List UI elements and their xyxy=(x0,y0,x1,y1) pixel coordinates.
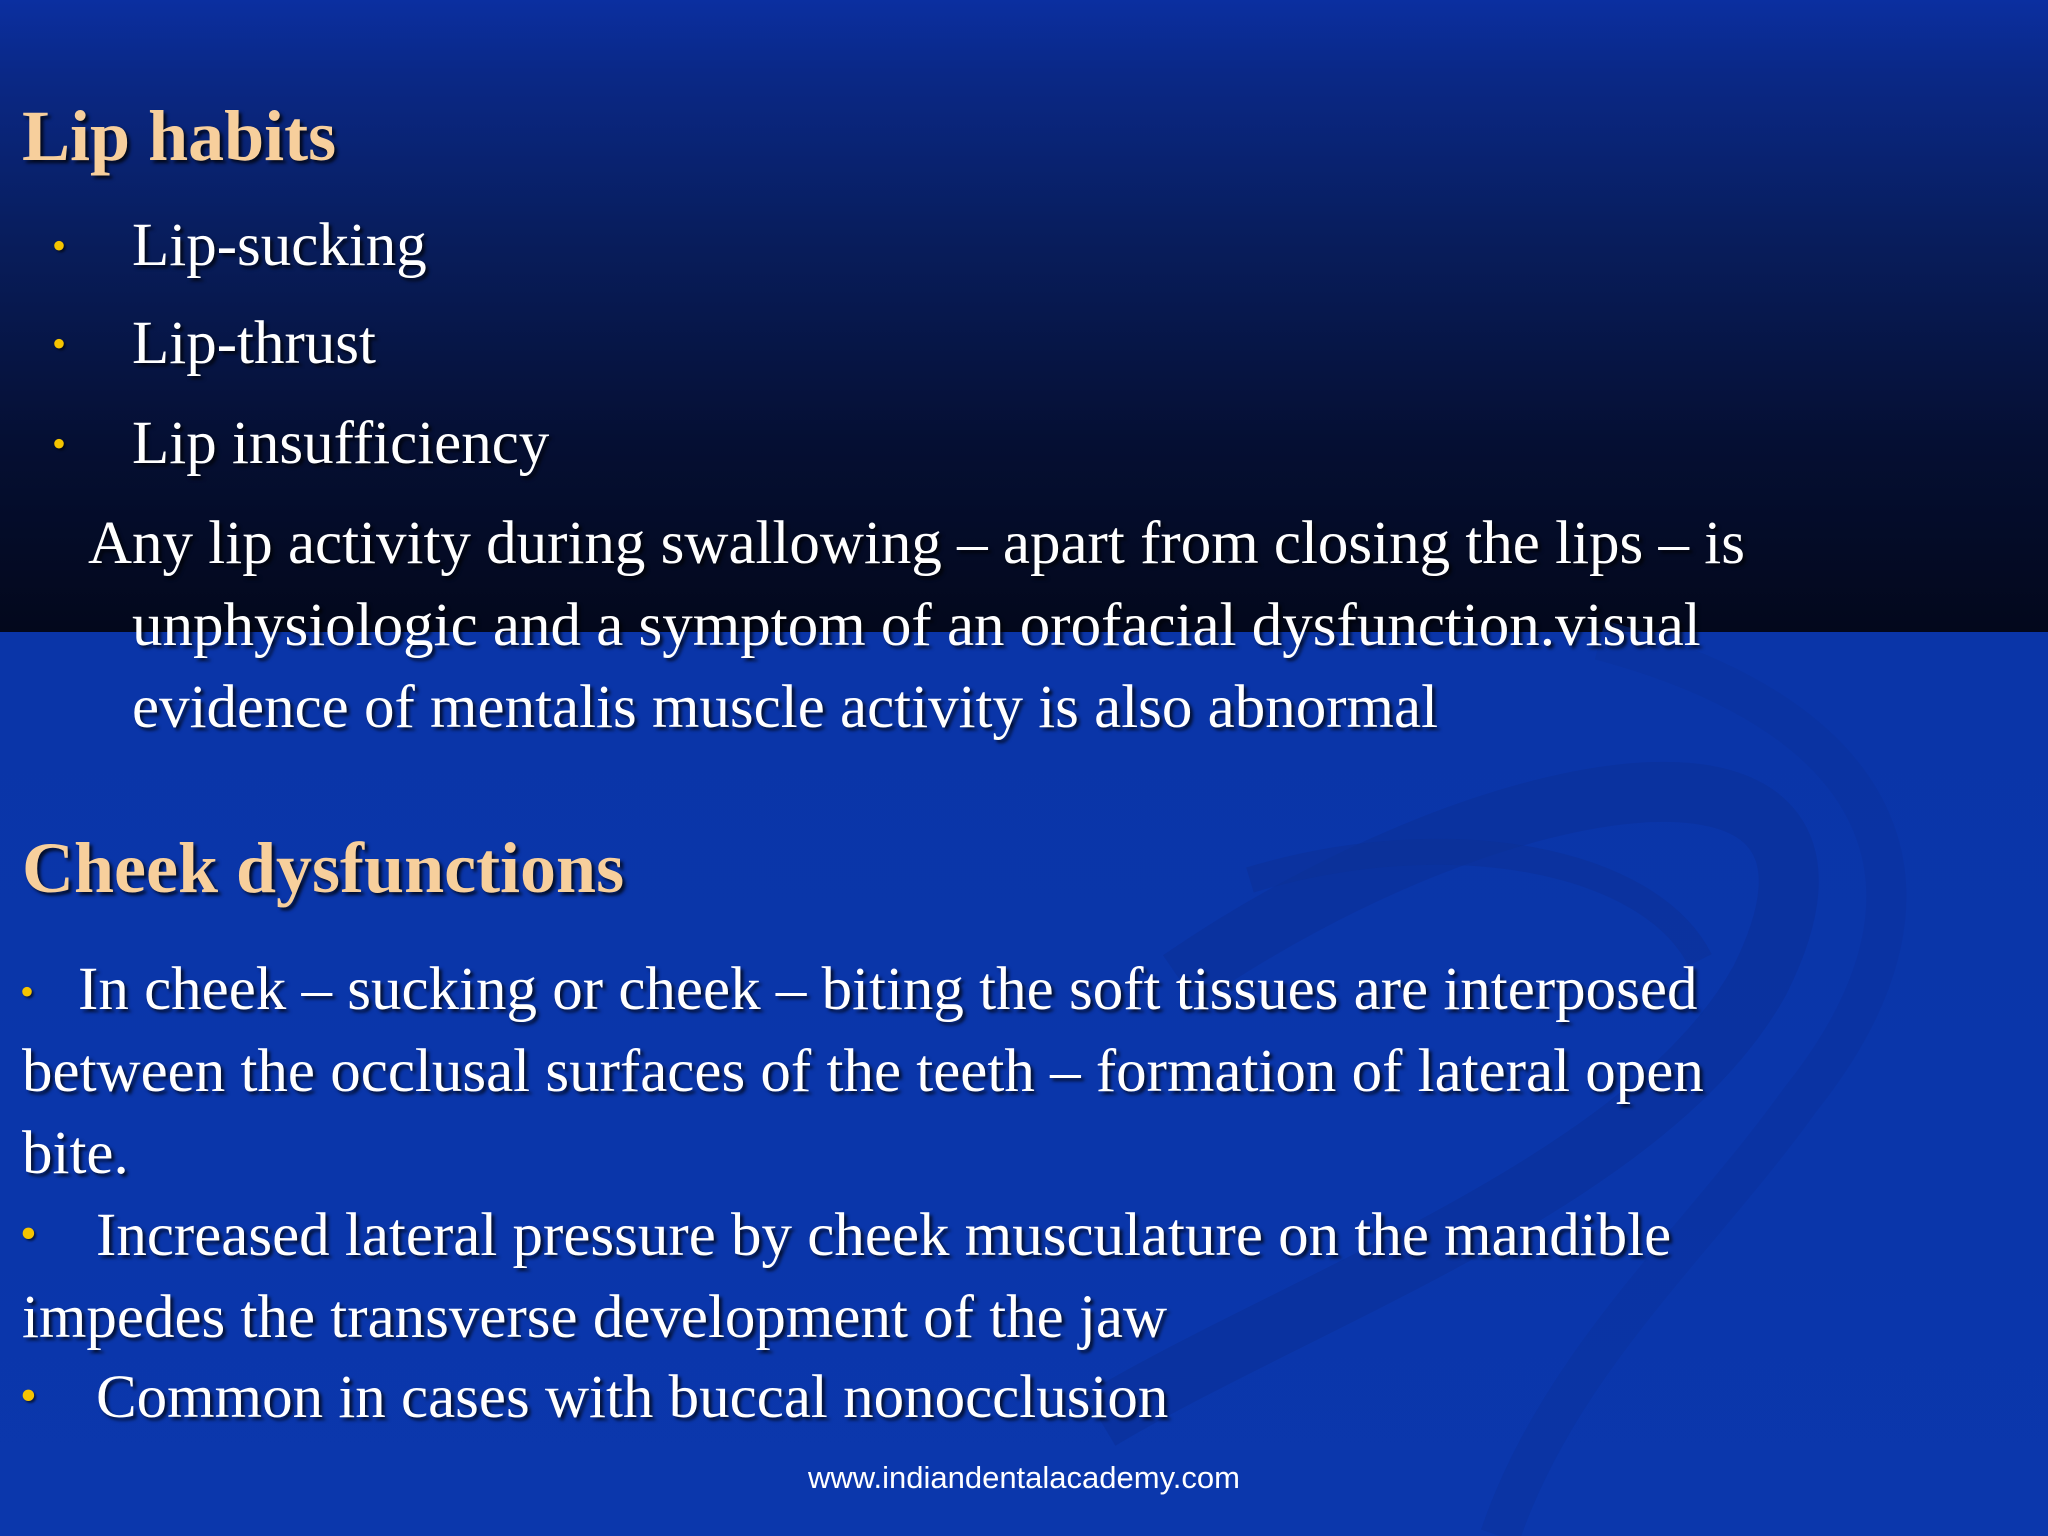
cheek-bullet-2-line-1: Increased lateral pressure by cheek musculature on the mandible xyxy=(96,1202,1672,1269)
lip-bullet-2: Lip-thrust xyxy=(132,310,376,377)
cheek-bullet-1-line-3: bite. xyxy=(22,1120,129,1187)
footer-url: www.indiandentalacademy.com xyxy=(808,1460,1240,1495)
cheek-dysfunctions-heading: Cheek dysfunctions xyxy=(22,828,625,908)
lip-bullet-3: Lip insufficiency xyxy=(132,410,550,477)
bullet-dot-icon: • xyxy=(52,321,67,366)
cheek-bullet-1-line-2: between the occlusal surfaces of the teeth – formation of lateral open xyxy=(22,1038,1704,1105)
lip-paragraph-line-3: evidence of mentalis muscle activity is also abnormal xyxy=(132,674,1439,741)
lip-bullet-1: Lip-sucking xyxy=(132,212,427,279)
cheek-bullet-3-line-1: Common in cases with buccal nonocclusion xyxy=(96,1364,1169,1431)
cheek-bullet-1-line-1: In cheek – sucking or cheek – biting the soft tissues are interposed xyxy=(78,956,1698,1023)
lip-paragraph-line-1: Any lip activity during swallowing – apart from closing the lips – is xyxy=(88,510,1745,577)
bullet-dot-icon: • xyxy=(20,969,35,1014)
bullet-dot-icon: • xyxy=(20,1369,37,1422)
bullet-dot-icon: • xyxy=(20,1207,37,1260)
bullet-dot-icon: • xyxy=(52,421,67,466)
cheek-bullet-2-line-2: impedes the transverse development of the jaw xyxy=(22,1284,1168,1351)
bullet-dot-icon: • xyxy=(52,223,67,268)
lip-paragraph-line-2: unphysiologic and a symptom of an orofacial dysfunction.visual xyxy=(132,592,1701,659)
lip-habits-heading: Lip habits xyxy=(22,96,337,176)
